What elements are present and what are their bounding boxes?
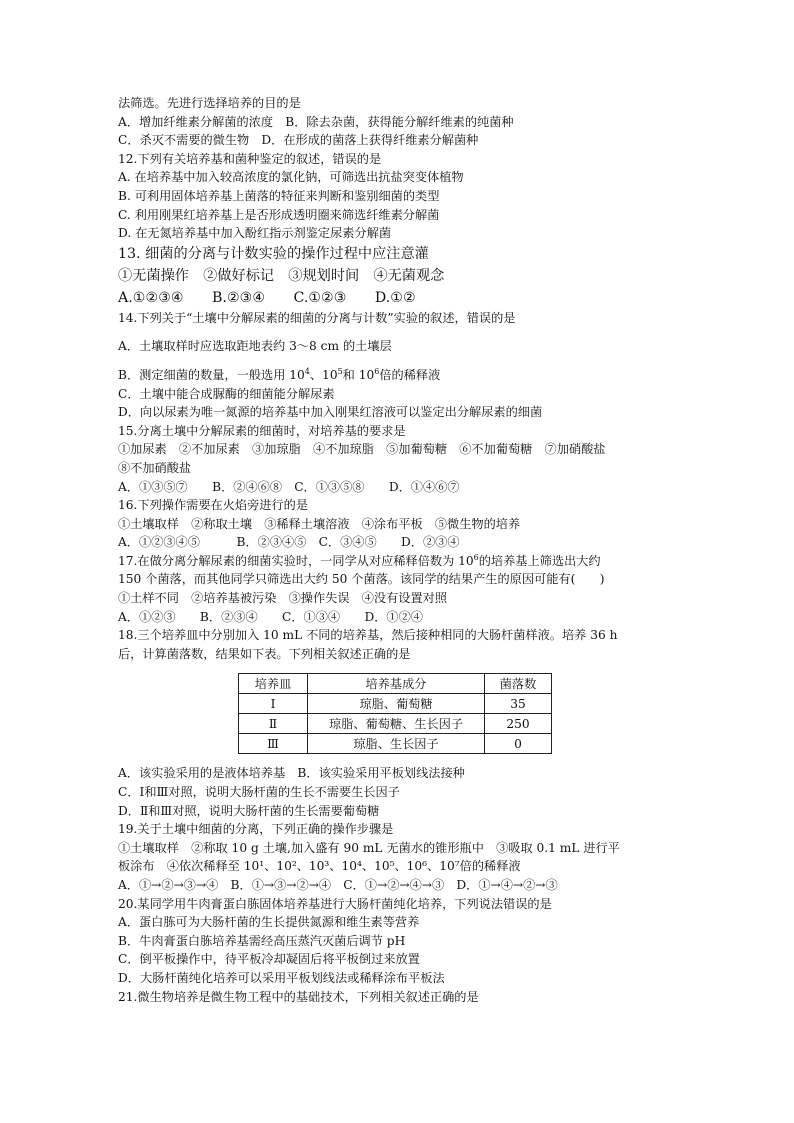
table-header: 培养皿 <box>239 674 308 694</box>
table-cell: Ⅱ <box>239 714 308 734</box>
table-cell: 250 <box>485 714 552 734</box>
question-12: 12.下列有关培养基和菌种鉴定的叙述，错误的是 <box>118 151 382 166</box>
option-line: A.①②③④ B.②③④ C.①②③ D.①② <box>118 289 416 306</box>
option-line: A．蛋白胨可为大肠杆菌的生长提供氮源和维生素等营养 <box>118 915 420 930</box>
question-17: 17.在做分离分解尿素的细菌实验时，一同学从对应稀释倍数为 $10^6$的培养基上筛选出大约 <box>118 552 601 568</box>
table-cell: Ⅲ <box>239 734 308 754</box>
text-line: 法筛选。先进行选择培养的目的是 <box>118 96 301 110</box>
option-line: C．Ⅰ和Ⅲ对照，说明大肠杆菌的生长不需要生长因子 <box>118 785 400 800</box>
table-header: 培养基成分 <box>308 674 485 694</box>
text-line: 板涂布 ④依次稀释至 10¹、10²、10³、10⁴、10⁵、10⁶、10⁷倍的稀释液 <box>118 859 521 874</box>
question-19: 19.关于土壤中细菌的分离，下列正确的操作步骤是 <box>118 822 394 837</box>
question-13: 13. 细菌的分离与计数实验的操作过程中应注意灌 <box>118 245 429 262</box>
question-16: 16.下列操作需要在火焰旁进行的是 <box>118 498 309 513</box>
table-header-row <box>239 674 552 694</box>
option-line: B．测定细菌的数量，一般选用 $10^4$、$10^5$和 $10^6$倍的稀释液 <box>118 366 441 382</box>
exam-page <box>118 94 684 1006</box>
text-line: ①无菌操作 ②做好标记 ③规划时间 ④无菌观念 <box>118 267 445 284</box>
text-line: 150 个菌落，而其他同学只筛选出大约 50 个菌落。该同学的结果产生的原因可能有( ) <box>118 572 605 587</box>
option-line: C．土壤中能合成脲酶的细菌能分解尿素 <box>118 386 335 401</box>
question-14: 14.下列关于“土壤中分解尿素的细菌的分离与计数”实验的叙述，错误的是 <box>118 310 516 325</box>
table-row <box>239 714 552 734</box>
option-line: D．Ⅱ和Ⅲ对照，说明大肠杆菌的生长需要葡萄糖 <box>118 803 380 818</box>
option-line: A．该实验采用的是液体培养基 B．该实验采用平板划线法接种 <box>118 766 465 781</box>
question-20: 20.某同学用牛肉膏蛋白胨固体培养基进行大肠杆菌纯化培养，下列说法错误的是 <box>118 896 552 911</box>
text-line: ①加尿素 ②不加尿素 ③加琼脂 ④不加琼脂 ⑤加葡萄糖 ⑥不加葡萄糖 ⑦加硝酸盐 <box>118 442 606 457</box>
option-line: A．①→②→③→④ B．①→③→②→④ C．①→②→④→③ D．①→④→②→③ <box>118 878 558 892</box>
table-cell: 琼脂、生长因子 <box>308 734 485 754</box>
question-15: 15.分离土壤中分解尿素的细菌时，对培养基的要求是 <box>118 423 406 438</box>
option-line: A．土壤取样时应选取距地表约 3～8 cm 的土壤层 <box>118 339 392 354</box>
text-line: ①土壤取样 ②称取 10 g 土壤,加入盛有 90 mL 无菌水的锥形瓶中 ③吸取 0.1 mL 进行平 <box>118 840 620 855</box>
option-line: C. 利用刚果红培养基上是否形成透明圈来筛选纤维素分解菌 <box>118 207 440 222</box>
table-cell: 0 <box>485 734 552 754</box>
table-row <box>239 734 552 754</box>
option-line: A．①③⑤⑦ B．②④⑥⑧ C．①③⑤⑧ D．①④⑥⑦ <box>118 479 460 494</box>
table-row <box>239 694 552 714</box>
option-line: A．增加纤维素分解菌的浓度 B．除去杂菌，获得能分解纤维素的纯菌种 <box>118 114 514 129</box>
text-line: ①土壤取样 ②称取土壤 ③稀释土壤溶液 ④涂布平板 ⑤微生物的培养 <box>118 516 521 531</box>
text-line: ⑧不加硝酸盐 <box>118 460 192 475</box>
option-line: D．向以尿素为唯一氮源的培养基中加入刚果红溶液可以鉴定出分解尿素的细菌 <box>118 405 543 420</box>
question-21: 21.微生物培养是微生物工程中的基础技术，下列相关叙述正确的是 <box>118 989 479 1004</box>
option-line: B．牛肉膏蛋白胨培养基需经高压蒸汽灭菌后调节 pH <box>118 933 406 948</box>
option-line: D. 在无氮培养基中加入酚红指示剂鉴定尿素分解菌 <box>118 226 392 241</box>
option-line: D．大肠杆菌纯化培养可以采用平板划线法或稀释涂布平板法 <box>118 970 445 985</box>
option-line: C．杀灭不需要的微生物 D．在形成的菌落上获得纤维素分解菌种 <box>118 133 479 148</box>
option-line: C．倒平板操作中，待平板冷却凝固后将平板倒过来放置 <box>118 952 420 967</box>
table-cell: 琼脂、葡萄糖、生长因子 <box>308 714 485 734</box>
text-line: 后，计算菌落数，结果如下表。下列相关叙述正确的是 <box>118 646 411 661</box>
table-cell: 琼脂、葡萄糖 <box>308 694 485 714</box>
option-line: A. 在培养基中加入较高浓度的氯化钠，可筛选出抗盐突变体植物 <box>118 170 464 185</box>
table-header: 菌落数 <box>485 674 552 694</box>
text-line: ①土样不同 ②培养基被污染 ③操作失误 ④没有设置对照 <box>118 591 448 606</box>
option-line: A．①②③④⑤ B．②③④⑤ C．③④⑤ D．②③④ <box>118 535 460 550</box>
question-18: 18.三个培养皿中分别加入 10 mL 不同的培养基，然后接种相同的大肠杆菌样液。培养 36 h <box>118 628 618 643</box>
option-line: B. 可利用固体培养基上菌落的特征来判断和鉴别细菌的类型 <box>118 188 440 203</box>
table-cell: Ⅰ <box>239 694 308 714</box>
table-cell: 35 <box>485 694 552 714</box>
results-table <box>238 673 552 754</box>
option-line: A．①②③ B．②③④ C．①③④ D．①②④ <box>118 609 423 624</box>
